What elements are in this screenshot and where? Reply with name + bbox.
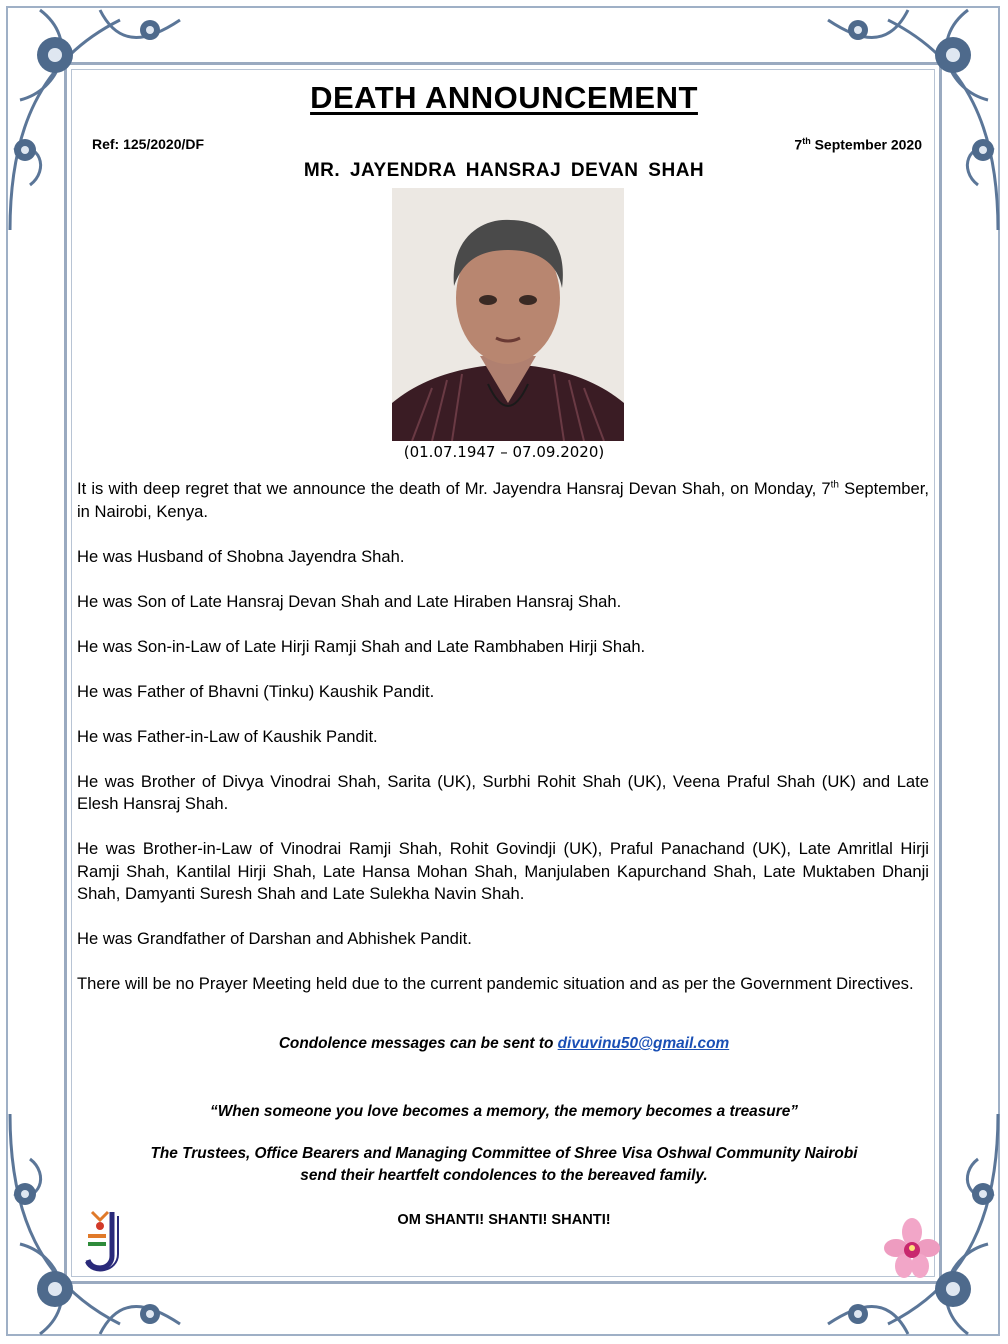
- condolence-text: Condolence messages can be sent to: [278, 1035, 558, 1052]
- orchid-flower-icon: [884, 1216, 940, 1282]
- date-month-year: September 2020: [810, 136, 922, 153]
- floral-corner-ornament-top-right: [808, 0, 1008, 240]
- intro-text-end: September, in Nairobi, Kenya.: [77, 479, 929, 521]
- memorial-quote: “When someone you love becomes a memory, the memory becomes a treasure”: [210, 1103, 798, 1120]
- intro-paragraph: [77, 478, 929, 523]
- trustees-message: [0, 1143, 1008, 1187]
- condolence-email-link[interactable]: divuvinu50@gmail.com: [557, 1035, 730, 1052]
- date-day: 7: [794, 136, 803, 153]
- paragraph-husband: He was Husband of Shobna Jayendra Shah.: [77, 546, 405, 566]
- paragraph-brother: He was Brother of Divya Vinodrai Shah, Sarita (UK), Surbhi Rohit Shah (UK), Veena Praful Shah (UK) and Late Elesh Hansraj Shah.: [77, 771, 929, 813]
- lifespan-dates: (01.07.1947 – 07.09.2020): [403, 443, 605, 461]
- floral-corner-ornament-top-left: [0, 0, 200, 240]
- deceased-name: MR. JAYENDRA HANSRAJ DEVAN SHAH: [303, 160, 705, 181]
- condolence-line: [0, 1035, 1008, 1053]
- paragraph-grandfather: He was Grandfather of Darshan and Abhishek Pandit.: [77, 929, 472, 948]
- trustees-line-2: send their heartfelt condolences to the bereaved family.: [300, 1167, 708, 1184]
- intro-text: It is with deep regret that we announce the death of Mr. Jayendra Hansraj Devan Shah, on Monday, 7: [77, 479, 831, 498]
- paragraph-son-in-law: He was Son-in-Law of Late Hirji Ramji Shah and Late Rambhaben Hirji Shah.: [77, 636, 646, 656]
- reference-number: Ref: 125/2020/DF: [92, 136, 205, 152]
- paragraph-father: He was Father of Bhavni (Tinku) Kaushik Pandit.: [77, 681, 435, 701]
- date-suffix: th: [802, 136, 811, 146]
- paragraph-father-in-law: He was Father-in-Law of Kaushik Pandit.: [77, 726, 378, 746]
- paragraph-prayer-meeting: There will be no Prayer Meeting held due to the current pandemic situation and as per the Government Directives.: [77, 974, 914, 993]
- announcement-body: [77, 478, 929, 1018]
- intro-superscript: th: [830, 479, 839, 491]
- paragraph-son: He was Son of Late Hansraj Devan Shah and Late Hiraben Hansraj Shah.: [77, 591, 622, 611]
- closing-prayer: OM SHANTI! SHANTI! SHANTI!: [397, 1212, 611, 1228]
- paragraph-brother-in-law: He was Brother-in-Law of Vinodrai Ramji Shah, Rohit Govindji (UK), Praful Panachand (UK), Late Amritlal Hirji Ramji Shah, Kantilal Hirji Shah, Late Hansa Mohan Shah, Manjulaben Kapurchand Shah, Late Muktaben Dhanji Shah, Damyanti Suresh Shah and Late Sulekha Navin Shah.: [77, 839, 929, 903]
- page-title: DEATH ANNOUNCEMENT: [310, 80, 698, 115]
- announcement-date: [794, 136, 922, 153]
- community-logo-icon: [82, 1206, 124, 1276]
- portrait-photo: [392, 188, 624, 441]
- trustees-line-1: The Trustees, Office Bearers and Managing Committee of Shree Visa Oshwal Community Nairobi: [150, 1145, 858, 1162]
